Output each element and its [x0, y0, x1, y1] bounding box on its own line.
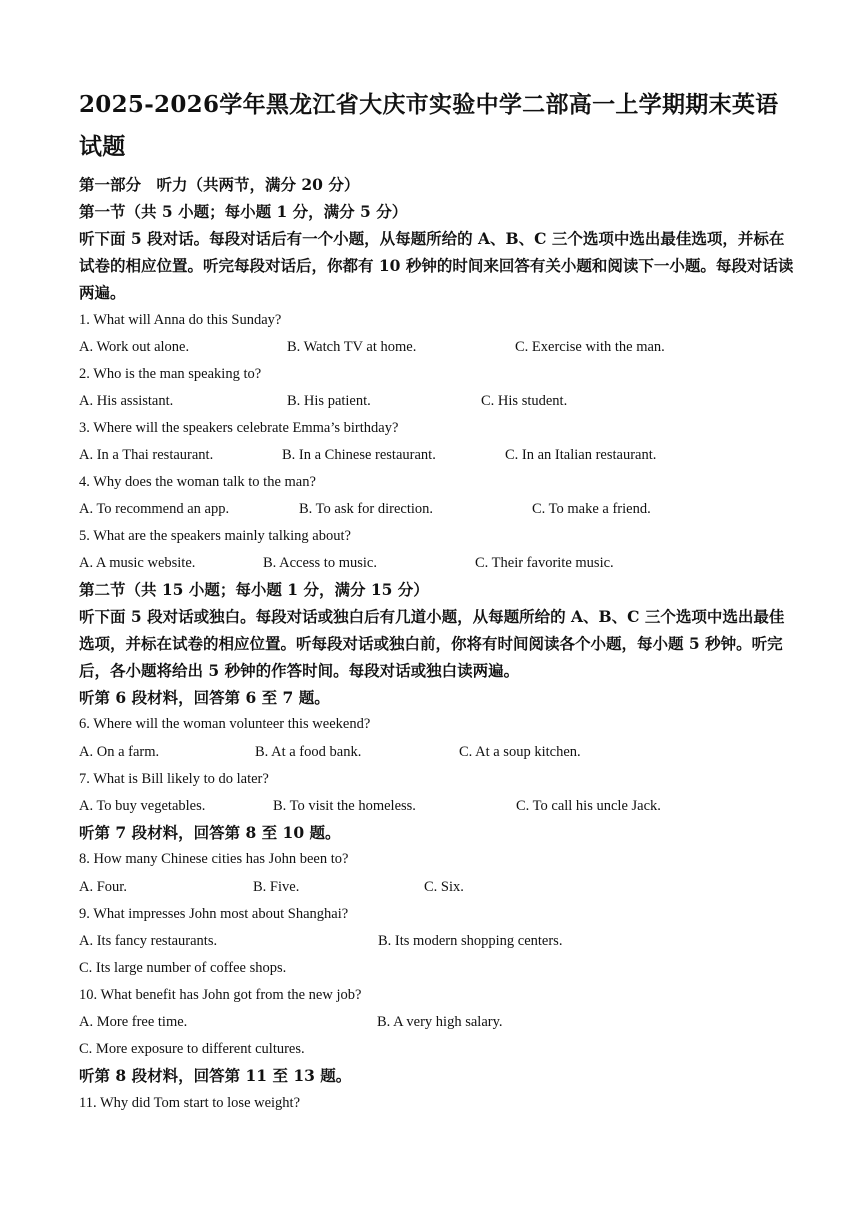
option-1c: C. Exercise with the man.: [515, 339, 665, 355]
option-6c: C. At a soup kitchen.: [459, 744, 581, 760]
question-stem-7: 7. What is Bill likely to do later?: [79, 771, 269, 787]
option-10c: C. More exposure to different cultures.: [79, 1041, 305, 1057]
option-2a: A. His assistant.: [79, 393, 174, 409]
option-6a: A. On a farm.: [79, 744, 160, 760]
question-stem-11: 11. Why did Tom start to lose weight?: [79, 1095, 301, 1111]
option-5c: C. Their favorite music.: [475, 555, 614, 571]
option-5a: A. A music website.: [79, 555, 196, 571]
option-9b: B. Its modern shopping centers.: [378, 933, 563, 949]
section1-heading: 第一节（共 5 小题；每小题 1 分，满分 5 分）: [79, 202, 408, 221]
question-stem-4: 4. Why does the woman talk to the man?: [79, 474, 316, 490]
option-3a: A. In a Thai restaurant.: [79, 447, 214, 463]
part1-heading: 第一部分 听力（共两节，满分 20 分）: [79, 175, 360, 194]
option-10a: A. More free time.: [79, 1014, 188, 1030]
option-7a: A. To buy vegetables.: [79, 798, 206, 814]
option-8b: B. Five.: [253, 879, 300, 895]
material-7-heading: 听第 7 段材料，回答第 8 至 10 题。: [79, 823, 341, 842]
option-9a: A. Its fancy restaurants.: [79, 933, 218, 949]
question-stem-6: 6. Where will the woman volunteer this weekend?: [79, 716, 371, 732]
option-4a: A. To recommend an app.: [79, 501, 230, 517]
option-1a: A. Work out alone.: [79, 339, 190, 355]
option-9c: C. Its large number of coffee shops.: [79, 960, 287, 976]
option-5b: B. Access to music.: [263, 555, 377, 571]
option-1b: B. Watch TV at home.: [287, 339, 417, 355]
question-stem-1: 1. What will Anna do this Sunday?: [79, 312, 282, 328]
option-6b: B. At a food bank.: [255, 744, 362, 760]
question-stem-3: 3. Where will the speakers celebrate Emma’s birthday?: [79, 420, 399, 436]
material-8-heading: 听第 8 段材料，回答第 11 至 13 题。: [79, 1066, 352, 1085]
option-10b: B. A very high salary.: [377, 1014, 503, 1030]
section1-instructions: 听下面 5 段对话。每段对话后有一个小题，从每题所给的 A、B、C 三个选项中选出最佳选项，并标在试卷的相应位置。听完每段对话后，你都有 10 秒钟的时间来回答有关小题和阅读下一小题。每段对话读两遍。: [79, 229, 794, 302]
section2-heading: 第二节（共 15 小题；每小题 1 分，满分 15 分）: [79, 580, 429, 599]
question-stem-2: 2. Who is the man speaking to?: [79, 366, 262, 382]
material-6-heading: 听第 6 段材料，回答第 6 至 7 题。: [79, 688, 330, 707]
question-stem-10: 10. What benefit has John got from the new job?: [79, 987, 362, 1003]
option-8a: A. Four.: [79, 879, 127, 895]
question-stem-9: 9. What impresses John most about Shanghai?: [79, 906, 349, 922]
option-7c: C. To call his uncle Jack.: [516, 798, 661, 814]
question-stem-8: 8. How many Chinese cities has John been to?: [79, 851, 349, 867]
option-4b: B. To ask for direction.: [299, 501, 434, 517]
option-3c: C. In an Italian restaurant.: [505, 447, 657, 463]
page-title: 2025-2026学年黑龙江省大庆市实验中学二部高一上学期期末英语试题: [79, 91, 779, 160]
option-2b: B. His patient.: [287, 393, 371, 409]
option-4c: C. To make a friend.: [532, 501, 651, 517]
option-7b: B. To visit the homeless.: [273, 798, 416, 814]
option-3b: B. In a Chinese restaurant.: [282, 447, 436, 463]
option-2c: C. His student.: [481, 393, 568, 409]
section2-instructions: 听下面 5 段对话或独白。每段对话或独白后有几道小题，从每题所给的 A、B、C 三个选项中选出最佳选项，并标在试卷的相应位置。听每段对话或独白前，你将有时间阅读各个小题，每小题 5 秒钟。听完后，各小题将给出 5 秒钟的作答时间。每段对话或独白读两遍。: [79, 607, 785, 680]
question-stem-5: 5. What are the speakers mainly talking about?: [79, 528, 351, 544]
option-8c: C. Six.: [424, 879, 464, 895]
